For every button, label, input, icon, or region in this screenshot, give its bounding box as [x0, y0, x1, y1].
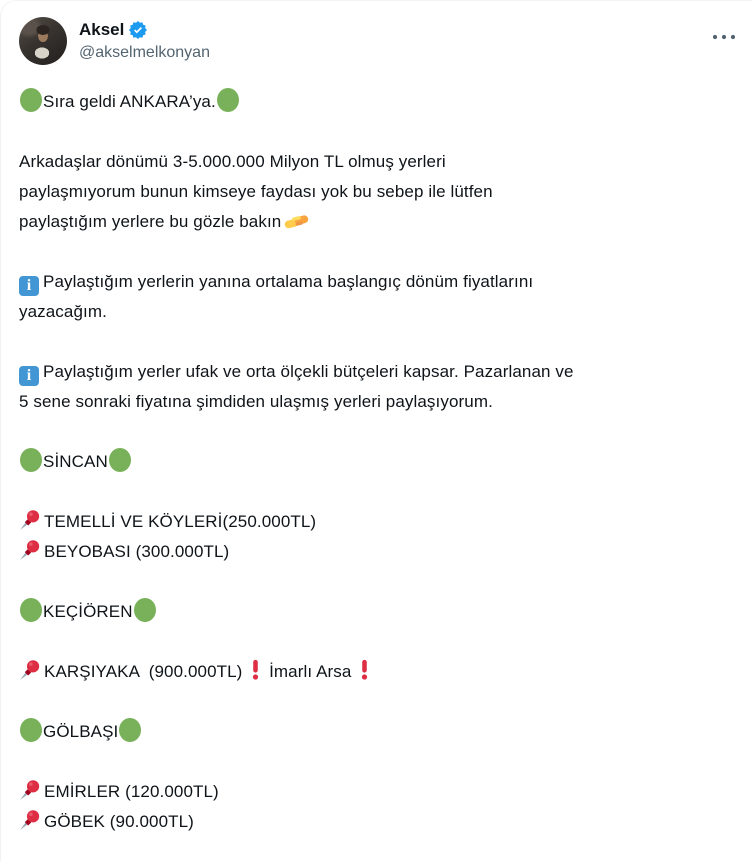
handshake-emoji: [284, 210, 311, 231]
tweet-paragraph: [19, 777, 734, 837]
verified-badge-icon: [128, 20, 148, 40]
pushpin-emoji: [19, 509, 41, 531]
avatar[interactable]: [19, 17, 67, 65]
text-segment: Paylaştığım yerlerin yanına ortalama başlangıç dönüm fiyatlarını: [43, 272, 534, 291]
user-handle[interactable]: @akselmelkonyan: [79, 44, 210, 61]
text-segment: BEYOBASI (300.000TL): [44, 542, 230, 561]
tweet-text: [19, 87, 734, 837]
text-segment: TEMELLİ VE KÖYLERİ(250.000TL): [44, 512, 317, 531]
text-segment: Sıra geldi ANKARA’ya.: [43, 92, 216, 111]
exclamation-emoji: [250, 659, 261, 680]
text-segment: GÖLBAŞI: [43, 722, 119, 741]
tweet-paragraph: [19, 717, 734, 747]
text-segment: paylaştığım yerlere bu gözle bakın: [19, 212, 282, 231]
tweet-paragraph: [19, 657, 734, 687]
text-segment: GÖBEK (90.000TL): [44, 812, 194, 831]
tweet-line: [19, 267, 734, 297]
text-segment: paylaşmıyorum bunun kimseye faydası yok bu sebep ile lütfen: [19, 182, 493, 201]
tweet-line: [19, 807, 734, 837]
tweet-line: [19, 357, 734, 387]
text-segment: KEÇİÖREN: [43, 602, 133, 621]
green-circle-emoji: [134, 598, 156, 622]
text-segment: SİNCAN: [43, 452, 108, 471]
info-emoji: i: [19, 366, 39, 386]
tweet-paragraph: [19, 147, 734, 237]
display-name[interactable]: Aksel: [79, 20, 125, 39]
text-segment: 5 sene sonraki fiyatına şimdiden ulaşmış yerleri paylaşıyorum.: [19, 392, 493, 411]
tweet-line: [19, 177, 734, 207]
text-segment: KARŞIYAKA (900.000TL): [44, 662, 248, 681]
tweet-line: [19, 717, 734, 747]
text-segment: Paylaştığım yerler ufak ve orta ölçekli bütçeleri kapsar. Pazarlanan ve: [43, 362, 574, 381]
green-circle-emoji: [109, 448, 131, 472]
text-segment: Arkadaşlar dönümü 3-5.000.000 Milyon TL olmuş yerleri: [19, 152, 446, 171]
green-circle-emoji: [119, 718, 141, 742]
text-segment: yazacağım.: [19, 302, 107, 321]
tweet-line: [19, 657, 734, 687]
tweet-line: [19, 777, 734, 807]
info-emoji: i: [19, 276, 39, 296]
green-circle-emoji: [20, 88, 42, 112]
tweet-line: [19, 387, 734, 417]
tweet-paragraph: [19, 447, 734, 477]
pushpin-emoji: [19, 779, 41, 801]
text-segment: İmarlı Arsa: [264, 662, 357, 681]
name-row: [79, 19, 210, 40]
tweet-line: [19, 537, 734, 567]
tweet-line: [19, 297, 734, 327]
tweet-paragraph: [19, 507, 734, 567]
green-circle-emoji: [217, 88, 239, 112]
green-circle-emoji: [20, 448, 42, 472]
tweet-line: [19, 147, 734, 177]
tweet-paragraph: [19, 357, 734, 417]
pushpin-emoji: [19, 539, 41, 561]
more-options-button[interactable]: [702, 25, 736, 49]
tweet-header: [19, 17, 734, 65]
tweet-paragraph: [19, 87, 734, 117]
green-circle-emoji: [20, 598, 42, 622]
three-dots-icon: [712, 34, 736, 40]
exclamation-emoji: [359, 659, 370, 680]
tweet-line: [19, 87, 734, 117]
tweet-line: [19, 507, 734, 537]
text-segment: EMİRLER (120.000TL): [44, 782, 219, 801]
green-circle-emoji: [20, 718, 42, 742]
pushpin-emoji: [19, 809, 41, 831]
tweet-line: [19, 597, 734, 627]
tweet-line: [19, 447, 734, 477]
pushpin-emoji: [19, 659, 41, 681]
tweet-paragraph: [19, 597, 734, 627]
tweet-paragraph: [19, 267, 734, 327]
user-identity: [79, 17, 210, 63]
tweet-line: [19, 207, 734, 237]
